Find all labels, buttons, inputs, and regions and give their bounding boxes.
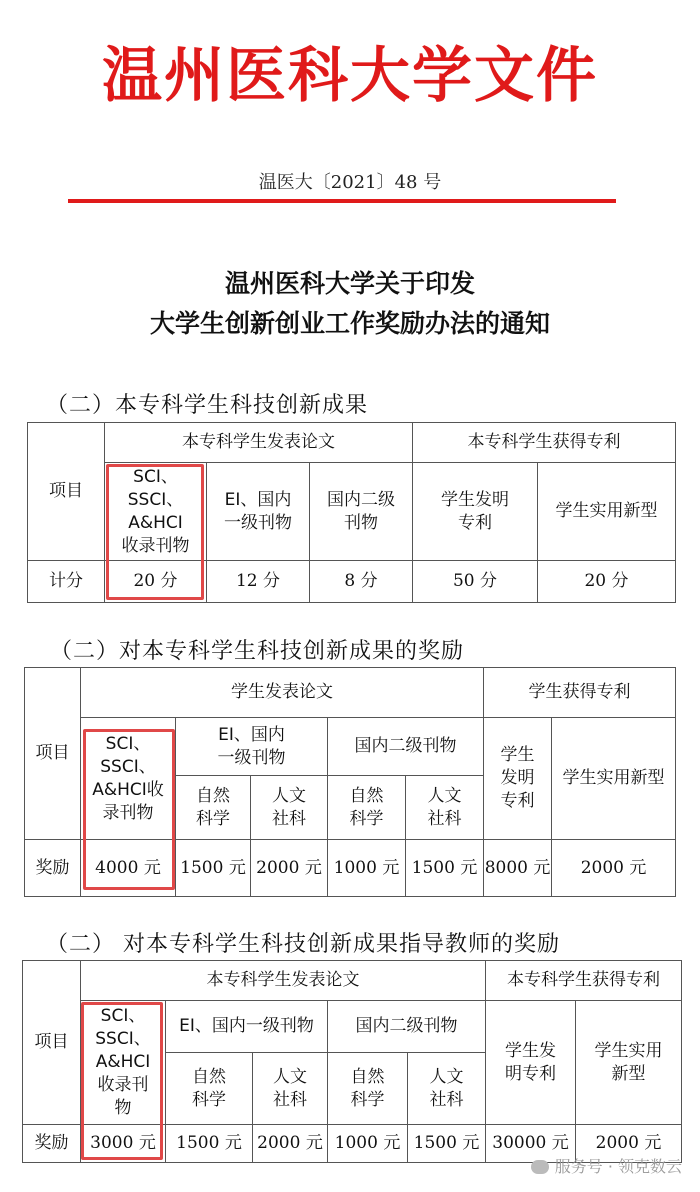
- col-utility: 学生实用新型: [576, 1001, 682, 1125]
- group-patents: 学生获得专利: [484, 668, 676, 718]
- group-papers: 本专科学生发表论文: [105, 423, 413, 463]
- col-invention: 学生发明专利: [486, 1001, 576, 1125]
- value-cell: 1000 元: [328, 840, 406, 897]
- sub-humanities: 人文社科: [408, 1053, 486, 1125]
- value-cell: 30000 元: [486, 1125, 576, 1163]
- title-line-2: 大学生创新创业工作奖励办法的通知: [149, 309, 550, 338]
- col-domestic2: 国内二级刊物: [328, 718, 484, 776]
- value-cell: 1500 元: [406, 840, 484, 897]
- sub-humanities: 人文社科: [253, 1053, 328, 1125]
- row-label: 奖励: [23, 1125, 81, 1163]
- col-ei: EI、国内一级刊物: [207, 463, 310, 561]
- col-domestic2: 国内二级刊物: [310, 463, 413, 561]
- col-ei: EI、国内一级刊物: [176, 718, 328, 776]
- value-cell: 2000 元: [552, 840, 676, 897]
- group-papers: 本专科学生发表论文: [81, 961, 486, 1001]
- sub-science: 自然科学: [176, 776, 251, 840]
- sub-science: 自然科学: [328, 776, 406, 840]
- value-cell: 1000 元: [328, 1125, 408, 1163]
- col-utility: 学生实用新型: [538, 463, 676, 561]
- value-cell: 20 分: [538, 561, 676, 603]
- value-cell: 50 分: [413, 561, 538, 603]
- group-papers: 学生发表论文: [81, 668, 484, 718]
- value-cell: 1500 元: [176, 840, 251, 897]
- col-sci: SCI、SSCI、A&HCI收录刊物: [81, 1001, 166, 1125]
- document-number: 温医大〔2021〕48 号: [258, 172, 442, 193]
- table1-heading: （二）本专科学生科技创新成果: [46, 393, 369, 418]
- value-cell: 2000 元: [576, 1125, 682, 1163]
- group-patents: 本专科学生获得专利: [486, 961, 682, 1001]
- watermark: [531, 1154, 682, 1177]
- value-cell: 8 分: [310, 561, 413, 603]
- highlight-box: [106, 464, 204, 600]
- sub-science: 自然科学: [328, 1053, 408, 1125]
- item-label: 项目: [28, 423, 105, 561]
- sub-humanities: 人文社科: [251, 776, 328, 840]
- highlight-box: [83, 729, 175, 890]
- value-cell: 4000 元: [81, 840, 176, 897]
- value-cell: 3000 元: [81, 1125, 166, 1163]
- red-divider: [68, 199, 616, 203]
- item-label: 项目: [23, 961, 81, 1125]
- value-cell: 1500 元: [408, 1125, 486, 1163]
- sub-science: 自然科学: [166, 1053, 253, 1125]
- masthead: 温州医科大学文件: [102, 41, 598, 111]
- value-cell: 2000 元: [253, 1125, 328, 1163]
- table2-heading: （二）对本专科学生科技创新成果的奖励: [50, 639, 465, 664]
- item-label: 项目: [25, 668, 81, 840]
- col-ei: EI、国内一级刊物: [166, 1001, 328, 1053]
- row-label: 计分: [28, 561, 105, 603]
- value-cell: 2000 元: [251, 840, 328, 897]
- col-domestic2: 国内二级刊物: [328, 1001, 486, 1053]
- col-utility: 学生实用新型: [552, 718, 676, 840]
- value-cell: 12 分: [207, 561, 310, 603]
- col-invention: 学生发明专利: [413, 463, 538, 561]
- col-invention: 学生发明专利: [484, 718, 552, 840]
- title-line-1: 温州医科大学关于印发: [224, 269, 475, 298]
- table3-heading: （二） 对本专科学生科技创新成果指导教师的奖励: [46, 932, 560, 957]
- value-cell: 8000 元: [484, 840, 552, 897]
- row-label: 奖励: [25, 840, 81, 897]
- group-patents: 本专科学生获得专利: [413, 423, 676, 463]
- wechat-icon: [531, 1160, 549, 1174]
- sub-humanities: 人文社科: [406, 776, 484, 840]
- col-sci: SCI、SSCI、A&HCI收录刊物: [81, 718, 176, 840]
- watermark-text: 服务号 · 领克数云: [554, 1157, 682, 1176]
- value-cell: 1500 元: [166, 1125, 253, 1163]
- value-cell: 20 分: [105, 561, 207, 603]
- col-sci: SCI、SSCI、A&HCI收录刊物: [105, 463, 207, 561]
- highlight-box: [81, 1002, 163, 1160]
